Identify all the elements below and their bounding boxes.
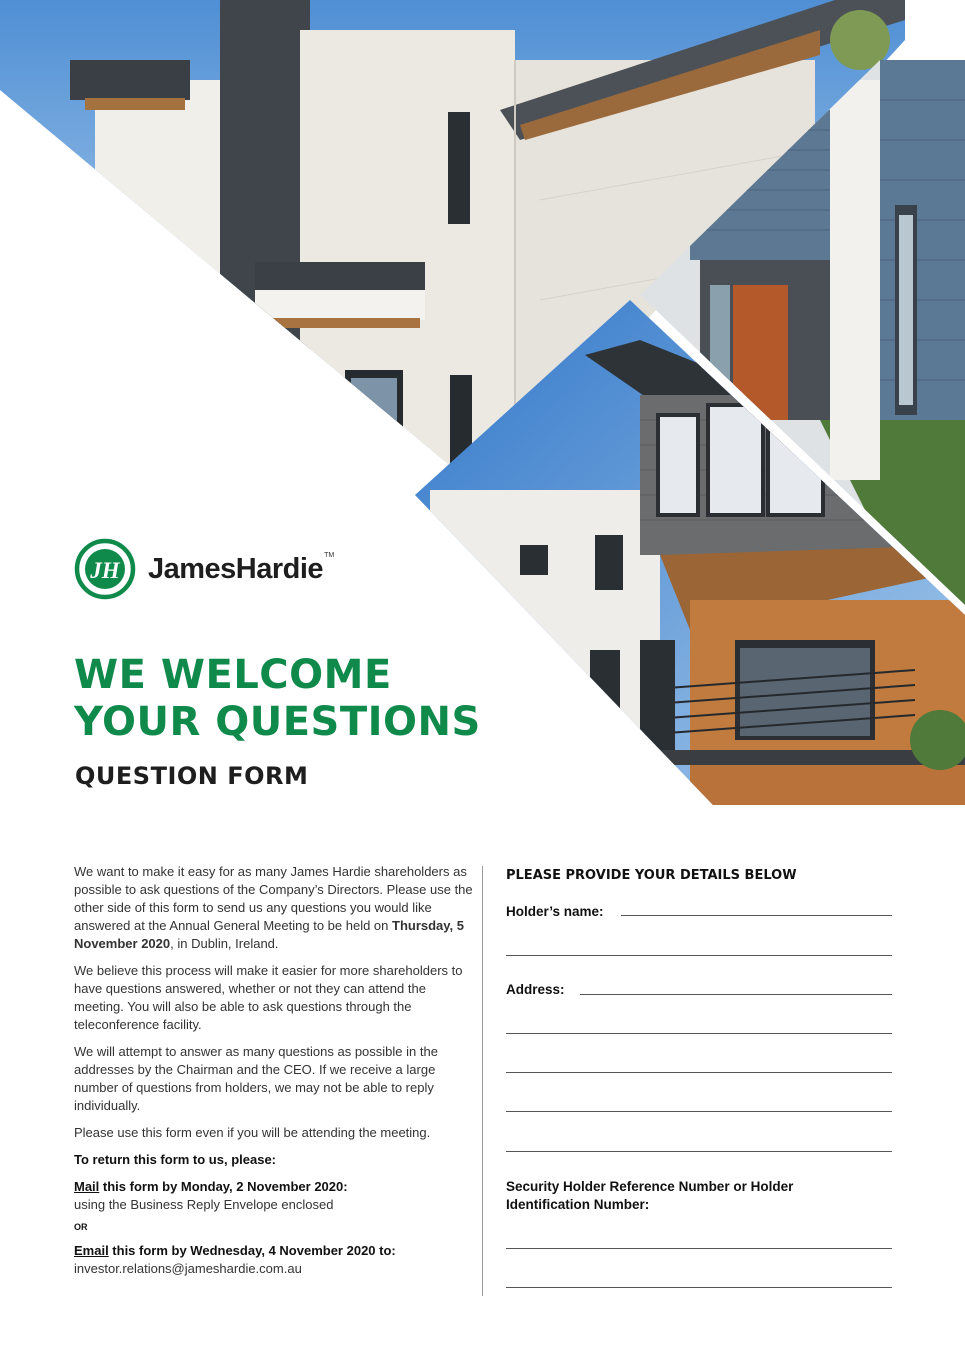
page-headline <box>74 652 481 746</box>
meeting-date: Thursday, 5 November 2020 <box>74 918 465 951</box>
intro-paragraph-1 <box>74 863 474 953</box>
reference-number-line-1[interactable] <box>506 1248 892 1249</box>
mail-word: Mail <box>74 1179 100 1194</box>
headline-line-1: WE WELCOME <box>74 652 392 698</box>
svg-text:JH: JH <box>90 558 120 583</box>
james-hardie-logo <box>74 538 334 600</box>
email-word: Email <box>74 1243 109 1258</box>
address-line-3[interactable] <box>506 1072 892 1073</box>
mail-instruction <box>74 1178 474 1196</box>
instructions-column <box>74 863 474 1278</box>
intro-paragraph-2: We believe this process will make it easier for more shareholders to have questions answered, whether or not they can attend the meeting. You will also be able to ask questions through the teleconference facility. <box>74 963 463 1032</box>
address-line-1[interactable] <box>580 994 892 995</box>
intro-paragraph-3: We will attempt to answer as many questions as possible in the addresses by the Chairman and the CEO. If we receive a large number of questions from holders, we may not be able to reply individually. <box>74 1044 438 1113</box>
email-instruction <box>74 1242 474 1260</box>
holder-name-line-2[interactable] <box>506 955 892 956</box>
reference-number-label: Security Holder Reference Number or Holder Identification Number: <box>506 1179 794 1212</box>
details-title: PLEASE PROVIDE YOUR DETAILS BELOW <box>506 868 797 883</box>
trademark-mark: TM <box>324 551 335 559</box>
address-line-5[interactable] <box>506 1151 892 1152</box>
column-divider <box>482 866 483 1296</box>
address-line-2[interactable] <box>506 1033 892 1034</box>
holder-name-line-1[interactable] <box>621 915 892 916</box>
email-deadline: this form by Wednesday, 4 November 2020 to: <box>108 1243 396 1258</box>
address-line-4[interactable] <box>506 1111 892 1112</box>
jh-logo-icon <box>74 538 136 600</box>
form-title: QUESTION FORM <box>75 762 309 790</box>
return-heading: To return this form to us, please: <box>74 1152 277 1167</box>
headline-line-2: YOUR QUESTIONS <box>74 699 481 745</box>
or-separator: OR <box>74 1222 88 1232</box>
meeting-location: , in Dublin, Ireland. <box>170 936 279 951</box>
email-address[interactable]: investor.relations@jameshardie.com.au <box>74 1261 302 1276</box>
address-label: Address: <box>506 982 565 997</box>
intro-text: We want to make it easy for as many James Hardie shareholders as possible to ask questions of the Company’s Directors. Please use the other side of this form to send us any questions you would like answered at the Annual General Meeting to be held on <box>74 864 473 933</box>
mail-detail: using the Business Reply Envelope enclosed <box>74 1197 334 1212</box>
reference-number-line-2[interactable] <box>506 1287 892 1288</box>
intro-paragraph-4: Please use this form even if you will be attending the meeting. <box>74 1125 431 1140</box>
mail-deadline: this form by Monday, 2 November 2020: <box>99 1179 348 1194</box>
brand-name: JamesHardie <box>148 552 324 585</box>
holder-name-label: Holder’s name: <box>506 904 604 919</box>
